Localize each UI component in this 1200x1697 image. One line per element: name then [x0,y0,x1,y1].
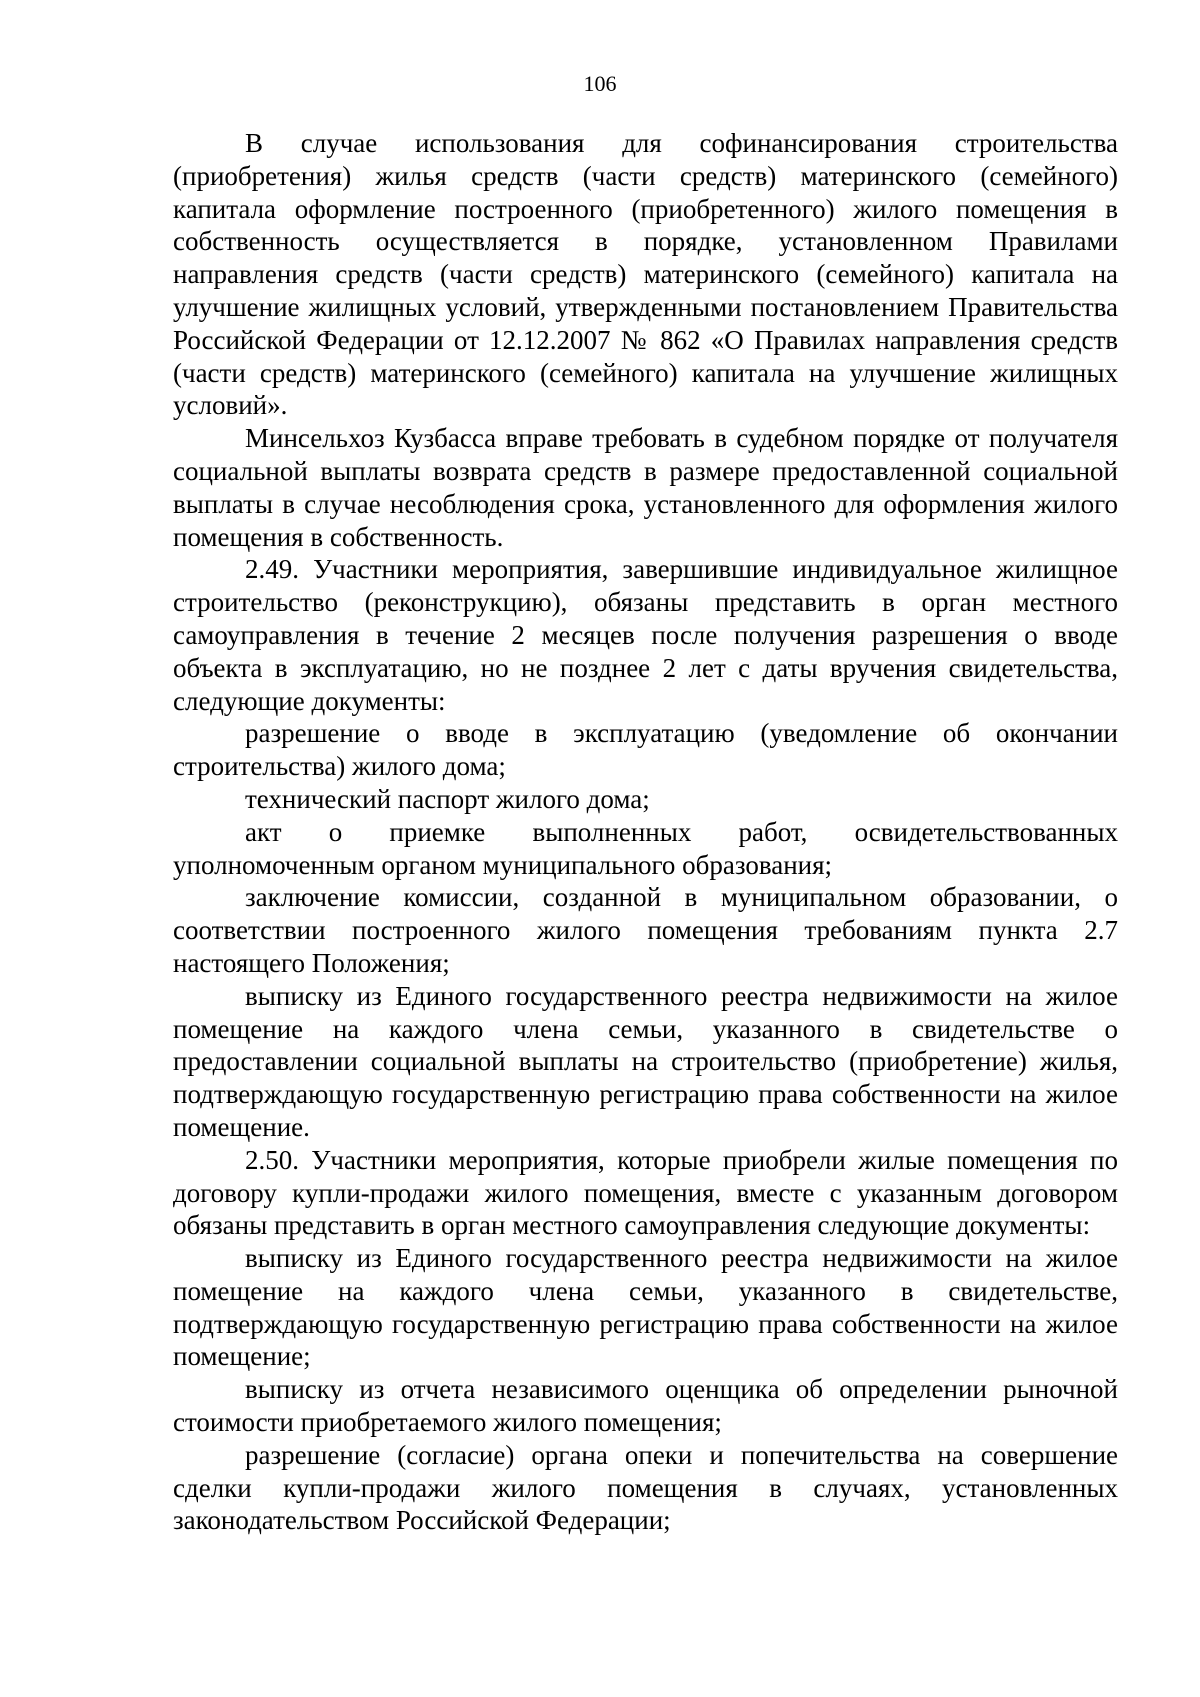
document-body [173,127,1118,1537]
page-number: 106 [583,71,617,96]
list-item-commission-conclusion: заключение комиссии, созданной в муниципальном образовании, о соответствии построенного жилого помещения требованиям пункта 2.7 настоящего Положения; [173,882,1118,978]
list-item-acceptance-act: акт о приемке выполненных работ, освидетельствованных уполномоченным органом муниципального образования; [173,816,1118,880]
list-item-registry-extract-purchase: выписку из Единого государственного реестра недвижимости на жилое помещение на каждого члена семьи, указанного в свидетельстве, подтверждающую государственную регистрацию права собственности на жилое помещение; [173,1243,1118,1372]
list-item-registry-extract: выписку из Единого государственного реестра недвижимости на жилое помещение на каждого члена семьи, указанного в свидетельстве о предоставлении социальной выплаты на строительство (приобретение) жилья, подтверждающую государственную регистрацию права собственности на жилое помещение. [173,980,1118,1142]
list-item-appraiser-report: выписку из отчета независимого оценщика об определении рыночной стоимости приобретаемого жилого помещения; [173,1374,1118,1438]
paragraph-refund-claim: Минсельхоз Кузбасса вправе требовать в судебном порядке от получателя социальной выплаты возврата средств в размере предоставленной социальной выплаты в случае несоблюдения срока, установленного для оформления жилого помещения в собственность. [173,423,1118,552]
paragraph-2-49: 2.49. Участники мероприятия, завершившие индивидуальное жилищное строительство (реконструкцию), обязаны представить в орган местного самоуправления в течение 2 месяцев после получения разрешения о вводе объекта в эксплуатацию, но не позднее 2 лет с даты вручения свидетельства, следующие документы: [173,554,1118,716]
paragraph-maternity-capital: В случае использования для софинансирования строительства (приобретения) жилья средств (части средств) материнского (семейного) капитала оформление построенного (приобретенного) жилого помещения в собственность осуществляется в порядке, установленном Правилами направления средств (части средств) материнского (семейного) капитала на улучшение жилищных условий, утвержденными постановлением Правительства Российской Федерации от 12.12.2007 № 862 «О Правилах направления средств (части средств) материнского (семейного) капитала на улучшение жилищных условий». [173,128,1118,421]
paragraph-2-50: 2.50. Участники мероприятия, которые приобрели жилые помещения по договору купли-продажи жилого помещения, вместе с указанным договором обязаны представить в орган местного самоуправления следующие документы: [173,1144,1118,1241]
list-item-commissioning-permit: разрешение о вводе в эксплуатацию (уведомление об окончании строительства) жилого дома; [173,718,1118,782]
list-item-technical-passport: технический паспорт жилого дома; [245,783,650,814]
list-item-guardianship-consent: разрешение (согласие) органа опеки и попечительства на совершение сделки купли-продажи жилого помещения в случаях, установленных законодательством Российской Федерации; [173,1439,1118,1536]
